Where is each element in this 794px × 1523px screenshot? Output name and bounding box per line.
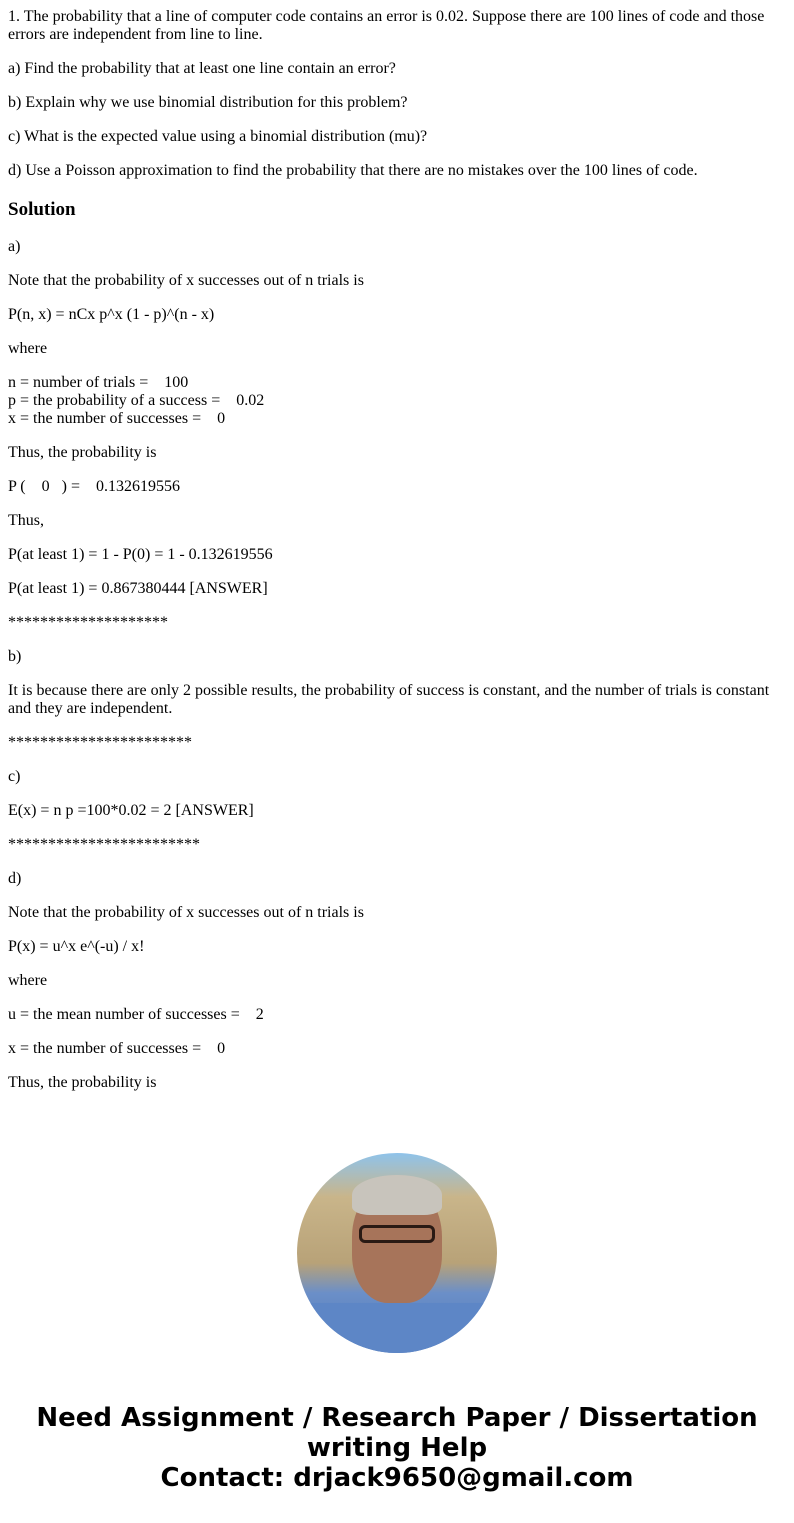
question-a: a) Find the probability that at least one line contain an error?: [8, 60, 396, 77]
part-a-thus: Thus,: [8, 512, 44, 529]
question-c: c) What is the expected value using a binomial distribution (mu)?: [8, 128, 428, 145]
part-c-text: E(x) = n p =100*0.02 = 2 [ANSWER]: [8, 802, 254, 819]
separator: ********************: [8, 614, 168, 631]
part-a-formula: P(n, x) = nCx p^x (1 - p)^(n - x): [8, 306, 215, 323]
part-a-answer: P(at least 1) = 0.867380444 [ANSWER]: [8, 580, 268, 597]
part-d-formula: P(x) = u^x e^(-u) / x!: [8, 938, 145, 955]
part-b-label: b): [8, 648, 22, 665]
question-b: b) Explain why we use binomial distribution for this problem?: [8, 94, 408, 111]
part-a-definitions: n = number of trials = 100 p = the probability of a success = 0.02 x = the number of successes = 0: [8, 374, 265, 427]
contact-line: Contact: drjack9650@gmail.com: [160, 1463, 634, 1493]
part-b-text: It is because there are only 2 possible results, the probability of success is constant, and the number of trials is constant and they are independent.: [8, 682, 774, 717]
part-d-where: where: [8, 972, 48, 989]
author-photo: [297, 1153, 497, 1353]
question-d: d) Use a Poisson approximation to find the probability that there are no mistakes over the 100 lines of code.: [8, 162, 698, 179]
promo-footer: [0, 1403, 794, 1493]
photo-hair: [352, 1175, 442, 1215]
part-a-step: P(at least 1) = 1 - P(0) = 1 - 0.132619556: [8, 546, 273, 563]
part-d-thus-prob: Thus, the probability is: [8, 1074, 157, 1091]
photo-shirt: [297, 1303, 497, 1353]
part-a-note: Note that the probability of x successes out of n trials is: [8, 272, 364, 289]
separator: ***********************: [8, 734, 192, 751]
question-intro: 1. The probability that a line of computer code contains an error is 0.02. Suppose there are 100 lines of code and those errors are independent from line to line.: [8, 8, 769, 43]
part-d-u: u = the mean number of successes = 2: [8, 1006, 264, 1023]
part-a-p0: P ( 0 ) = 0.132619556: [8, 478, 180, 495]
part-d-x: x = the number of successes = 0: [8, 1040, 226, 1057]
separator: ************************: [8, 836, 200, 853]
part-c-label: c): [8, 768, 21, 785]
part-d-note: Note that the probability of x successes out of n trials is: [8, 904, 364, 921]
part-a-label: a): [8, 238, 21, 255]
solution-heading: Solution: [8, 199, 76, 220]
part-a-thus-prob: Thus, the probability is: [8, 444, 157, 461]
part-a-where: where: [8, 340, 48, 357]
photo-glasses: [359, 1225, 435, 1243]
promo-line: Need Assignment / Research Paper / Dissertation writing Help: [36, 1403, 758, 1463]
part-d-label: d): [8, 870, 22, 887]
